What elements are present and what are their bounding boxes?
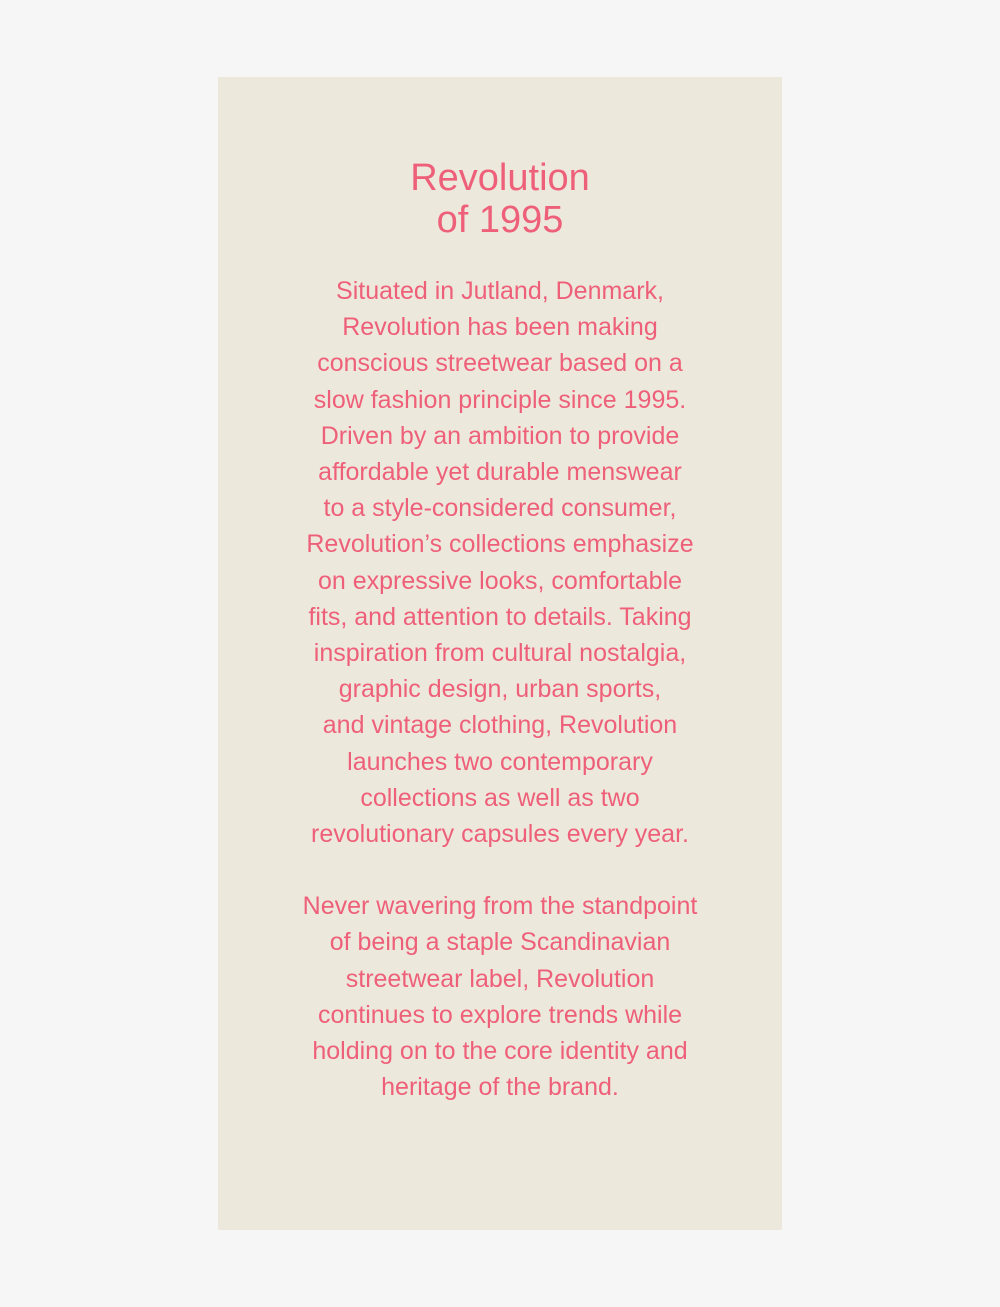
- paragraph-2: [218, 888, 782, 1105]
- text-line: collections as well as two: [360, 783, 640, 812]
- title-line: Revolution: [410, 157, 590, 199]
- text-line: slow fashion principle since 1995.: [313, 385, 687, 414]
- text-line: graphic design, urban sports,: [338, 675, 662, 704]
- text-line: revolutionary capsules every year.: [311, 820, 689, 849]
- text-line: heritage of the brand.: [381, 1073, 619, 1102]
- text-line: Revolution’s collections emphasize: [306, 530, 694, 559]
- text-line: Never wavering from the standpoint: [302, 892, 698, 921]
- text-line: streetwear label, Revolution: [345, 964, 655, 993]
- text-line: of being a staple Scandinavian: [329, 928, 671, 957]
- card-body: [218, 273, 782, 1105]
- text-line: on expressive looks, comfortable: [317, 566, 683, 595]
- text-line: conscious streetwear based on a: [317, 349, 683, 378]
- text-line: launches two contemporary: [347, 747, 653, 776]
- text-line: Driven by an ambition to provide: [320, 421, 680, 450]
- text-line: holding on to the core identity and: [312, 1037, 688, 1066]
- text-line: affordable yet durable menswear: [318, 458, 682, 487]
- text-line: to a style-considered consumer,: [323, 494, 677, 523]
- brand-card: [218, 77, 782, 1230]
- paragraph-gap: [218, 852, 782, 888]
- paragraph-1: [218, 273, 782, 852]
- card-title: [218, 157, 782, 241]
- text-line: continues to explore trends while: [317, 1000, 683, 1029]
- text-line: Revolution has been making: [342, 313, 658, 342]
- text-line: and vintage clothing, Revolution: [322, 711, 678, 740]
- text-line: inspiration from cultural nostalgia,: [313, 639, 687, 668]
- text-line: fits, and attention to details. Taking: [308, 602, 692, 631]
- title-line: of 1995: [436, 199, 564, 241]
- text-line: Situated in Jutland, Denmark,: [336, 277, 664, 305]
